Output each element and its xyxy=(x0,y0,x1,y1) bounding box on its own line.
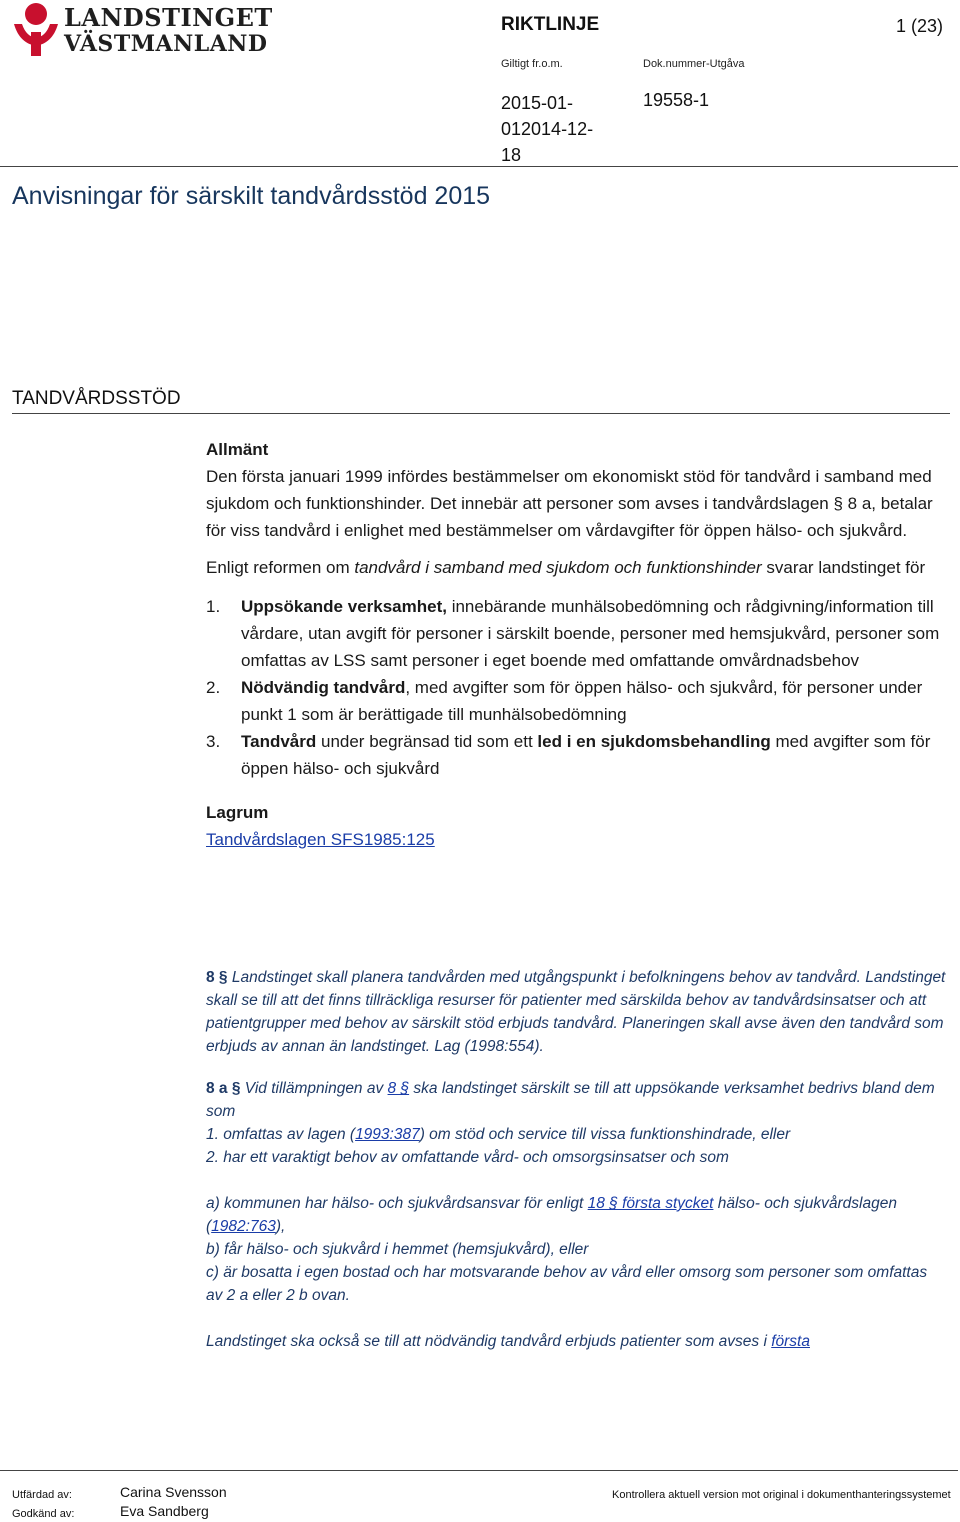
list-item-text: under begränsad tid som ett xyxy=(316,732,538,751)
section-8 xyxy=(206,966,946,1058)
law-link-tandvardslagen[interactable]: Tandvårdslagen SFS1985:125 xyxy=(206,830,435,849)
law-text xyxy=(206,966,946,1353)
doc-type: RIKTLINJE xyxy=(501,14,600,35)
section-8a-pre: Vid tillämpningen av xyxy=(240,1080,388,1097)
list-item-text-2: med avgifter som för öppen hälso- och sjukvård xyxy=(241,732,931,778)
reform-text-italic: tandvård i samband med sjukdom och funktionshinder xyxy=(354,558,762,577)
issued-by-label: Utfärdad av: xyxy=(12,1489,72,1501)
section-8a xyxy=(206,1077,946,1123)
law-sub-item-a-pre: a) kommunen har hälso- och sjukvårdsansvar för enligt xyxy=(206,1195,588,1212)
law-last-pre: Landstinget ska också se till att nödvändig tandvård erbjuds patienter som avses i xyxy=(206,1333,772,1350)
list-item-number: 1. xyxy=(206,597,221,616)
approved-by-name: Eva Sandberg xyxy=(120,1503,209,1519)
valid-date-line1: 2015-01- xyxy=(501,93,574,113)
list-item-text: , med avgifter som för öppen hälso- och sjukvård, för personer under punkt 1 som är berättigade till munhälsobedömning xyxy=(241,678,923,724)
doc-number: 19558-1 xyxy=(643,90,710,110)
docnum-label: Dok.nummer-Utgåva xyxy=(643,58,745,70)
section-8-link[interactable]: 8 § xyxy=(387,1080,410,1097)
valid-date-line3: 18 xyxy=(501,145,522,165)
section-8-mark: 8 § xyxy=(206,969,228,986)
list-item-bold: Nödvändig tandvård xyxy=(241,678,406,697)
version-notice: Kontrollera aktuell version mot original i dokumenthanteringssystemet xyxy=(612,1489,951,1501)
law-list-item-1-post: ) om stöd och service till vissa funktionshindrade, eller xyxy=(419,1126,791,1143)
law-list-item-2: 2. har ett varaktigt behov av omfattande vård- och omsorgsinsatser och som xyxy=(206,1149,729,1166)
section-8a-post: ska landstinget särskilt se till att uppsökande verksamhet bedrivs bland dem som xyxy=(206,1080,935,1120)
reform-paragraph xyxy=(206,554,941,581)
approved-by-label: Godkänd av: xyxy=(12,1508,75,1520)
page-number: 1 (23) xyxy=(896,16,944,36)
law-sub-item-b: b) får hälso- och sjukvård i hemmet (hemsjukvård), eller xyxy=(206,1241,589,1258)
general-section xyxy=(206,436,941,853)
org-name-line2: VÄSTMANLAND xyxy=(64,31,268,57)
org-name-line1: LANDSTINGET xyxy=(64,3,273,32)
section-8-text: Landstinget skall planera tandvården med utgångspunkt i befolkningens behov av tandvård. Landstinget skall se till att det finns tillräckliga resurser för patienter med särskilda behov av tandvårdsinsatser och att patientgrupper med behov av särskilt stöd erbjuds tandvård. Planeringen skall avse även den tandvård som erbjuds av annan än landstinget. Lag (1998:554). xyxy=(206,969,946,1055)
law-sub-item-a-mid: hälso- och sjukvårdslagen ( xyxy=(206,1195,897,1235)
list-item xyxy=(206,674,941,728)
header-divider xyxy=(0,166,958,167)
valid-date-line2: 012014-12- xyxy=(501,119,594,139)
responsibility-list xyxy=(206,593,941,782)
law-sub-item-a-post: ), xyxy=(275,1218,286,1235)
page-title: Anvisningar för särskilt tandvårdsstöd 2015 xyxy=(12,182,491,210)
issued-by-name: Carina Svensson xyxy=(120,1484,227,1500)
law-sub-item-c: c) är bosatta i egen bostad och har motsvarande behov av vård eller omsorg som personer som omfattas av 2 a eller 2 b ovan. xyxy=(206,1264,928,1304)
reform-text-post: svarar landstinget för xyxy=(761,558,926,577)
general-heading: Allmänt xyxy=(206,440,269,459)
section-8a-mark: 8 a § xyxy=(206,1080,241,1097)
logo-mark-icon xyxy=(12,2,60,58)
forsta-link[interactable]: första xyxy=(771,1333,810,1350)
law-list-item-1-pre: 1. omfattas av lagen ( xyxy=(206,1126,356,1143)
logo xyxy=(12,2,273,58)
law-sub-item-a xyxy=(206,1192,946,1238)
list-item-number: 3. xyxy=(206,732,221,751)
law-heading: Lagrum xyxy=(206,803,269,822)
list-item xyxy=(206,728,941,782)
list-item-bold: Tandvård xyxy=(241,732,317,751)
list-item xyxy=(206,593,941,674)
law-last-paragraph xyxy=(206,1330,946,1353)
section-18-link[interactable]: 18 § första stycket xyxy=(587,1195,714,1212)
reform-text-pre: Enligt reformen om xyxy=(206,558,355,577)
list-item-bold-2: led i en sjukdomsbehandling xyxy=(537,732,771,751)
valid-from-label: Giltigt fr.o.m. xyxy=(501,58,563,70)
law-list-item-1 xyxy=(206,1123,946,1146)
list-item-text: innebärande munhälsobedömning och rådgivning/information till vårdare, utan avgift för personer i särskilt boende, personer med hemsjukvård, personer som omfattas av LSS samt personer i eget boende med omfattande omvårdnadsbehov xyxy=(241,597,940,670)
section-title: TANDVÅRDSSTÖD xyxy=(12,388,181,409)
law-1993-387-link[interactable]: 1993:387 xyxy=(355,1126,420,1143)
law-1982-763-link[interactable]: 1982:763 xyxy=(211,1218,276,1235)
footer-divider xyxy=(0,1470,958,1471)
valid-date xyxy=(501,90,593,168)
list-item-bold: Uppsökande verksamhet, xyxy=(241,597,447,616)
general-paragraph: Den första januari 1999 infördes bestämmelser om ekonomiskt stöd för tandvård i samband med sjukdom och funktionshinder. Det innebär att personer som avses i tandvårdslagen § 8 a, betalar för viss tandvård i enlighet med bestämmelser om vårdavgifter för öppen hälso- och sjukvård. xyxy=(206,467,933,540)
list-item-number: 2. xyxy=(206,678,221,697)
section-divider xyxy=(12,413,950,414)
